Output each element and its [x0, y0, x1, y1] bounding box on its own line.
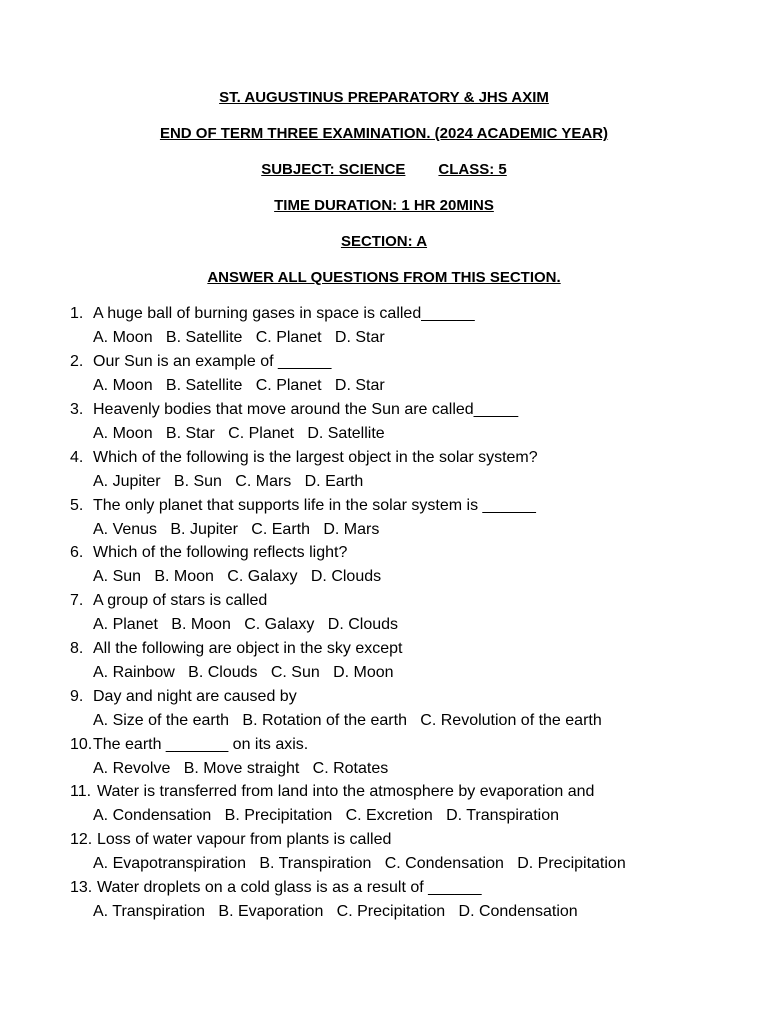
subject-class-line	[0, 161, 768, 179]
section-title: SECTION: A	[340, 233, 428, 250]
question-text: 3. Heavenly bodies that move around the Sun are called_____	[70, 401, 519, 418]
question-options: A. Evapotranspiration B. Transpiration C. Condensation D. Precipitation	[93, 855, 626, 872]
question-text: 9. Day and night are caused by	[70, 688, 297, 705]
class-label: CLASS: 5	[438, 161, 507, 178]
exam-title: END OF TERM THREE EXAMINATION. (2024 ACADEMIC YEAR)	[159, 125, 609, 142]
question-options: A. Moon B. Satellite C. Planet D. Star	[93, 329, 385, 346]
question-text: 7. A group of stars is called	[70, 592, 268, 609]
section-instruction: ANSWER ALL QUESTIONS FROM THIS SECTION.	[207, 269, 561, 286]
question-options: A. Moon B. Star C. Planet D. Satellite	[93, 425, 385, 442]
question-text: 2. Our Sun is an example of ______	[70, 353, 332, 370]
question-options: A. Jupiter B. Sun C. Mars D. Earth	[93, 473, 364, 490]
question-options: A. Moon B. Satellite C. Planet D. Star	[93, 377, 385, 394]
subject-label: SUBJECT: SCIENCE	[261, 161, 406, 178]
question-text: 5. The only planet that supports life in the solar system is ______	[70, 497, 536, 514]
school-name: ST. AUGUSTINUS PREPARATORY & JHS AXIM	[219, 89, 549, 106]
question-options: A. Transpiration B. Evaporation C. Precipitation D. Condensation	[93, 903, 578, 920]
question-text: 8. All the following are object in the sky except	[70, 640, 403, 657]
question-text: 13. Water droplets on a cold glass is as a result of ______	[70, 879, 482, 896]
question-options: A. Rainbow B. Clouds C. Sun D. Moon	[93, 664, 394, 681]
question-text: 10.The earth _______ on its axis.	[70, 736, 309, 753]
question-options: A. Venus B. Jupiter C. Earth D. Mars	[93, 521, 380, 538]
question-text: 1. A huge ball of burning gases in space is called______	[70, 305, 475, 322]
question-text: 11. Water is transferred from land into the atmosphere by evaporation and	[70, 783, 595, 800]
question-options: A. Sun B. Moon C. Galaxy D. Clouds	[93, 568, 382, 585]
question-text: 6. Which of the following reflects light?	[70, 544, 348, 561]
question-options: A. Revolve B. Move straight C. Rotates	[93, 760, 389, 777]
question-text: 12. Loss of water vapour from plants is called	[70, 831, 392, 848]
question-options: A. Condensation B. Precipitation C. Excretion D. Transpiration	[93, 807, 559, 824]
time-duration: TIME DURATION: 1 HR 20MINS	[274, 197, 494, 214]
question-text: 4. Which of the following is the largest object in the solar system?	[70, 449, 538, 466]
question-options: A. Planet B. Moon C. Galaxy D. Clouds	[93, 616, 399, 633]
question-options: A. Size of the earth B. Rotation of the earth C. Revolution of the earth	[93, 712, 602, 729]
